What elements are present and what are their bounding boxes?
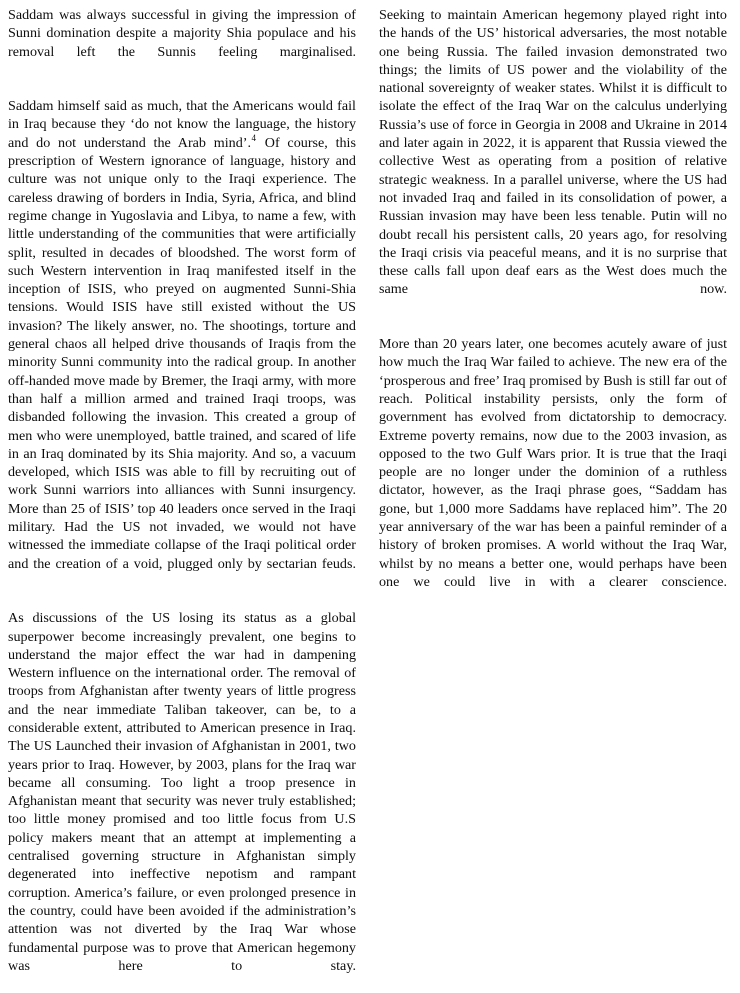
paragraph-5: More than 20 years later, one becomes acutely aware of just how much the Iraq War failed to achieve. The new era of the ‘prosperous and free’ Iraq promised by Bush is still far out of reach. Political instability persists, only the form of government has evolved from dictatorship to democracy. Extreme poverty remains, now due to the 2003 invasion, as opposed to the two Gulf Wars prior. It is true that the Iraqi people are no longer under the dominion of a ruthless dictator, however, as the Iraqi phrase goes, “Saddam has gone, but 1,000 more Saddams have replaced him”. The 20 year anniversary of the war has been a painful reminder of a history of broken promises. A world without the Iraq War, whilst by no means a better one, would perhaps have been one we could live in with a clearer conscience. bbox=[379, 336, 727, 590]
paragraph-1: Saddam was always successful in giving the impression of Sunni domination despite a majority Shia populace and his removal left the Sunnis feeling marginalised. bbox=[8, 7, 356, 60]
paragraph-3: As discussions of the US losing its status as a global superpower become increasingly prevalent, one begins to understand the major effect the war had in dampening Western influence on the international order. The removal of troops from Afghanistan after twenty years of little progress and the near immediate Taliban takeover, can be, to a considerable extent, attributed to American presence in Iraq. The US Launched their invasion of Afghanistan in 2001, two years prior to Iraq. However, by 2003, plans for the Iraq war became all consuming. Too light a troop presence in Afghanistan meant that security was never truly established; too little money promised and too little focus from U.S policy makers meant that an attempt at implementing a centralised governing structure in Afghanistan simply degenerated into ineffective nepotism and rampant corruption. America’s failure, or even prolonged presence in the country, could have been avoided if the administration’s attention was not diverted by the Iraq War whose fundamental purpose was to prove that American hegemony was here to stay. bbox=[8, 610, 356, 974]
paragraph-2-text-before-footnote: Saddam himself said as much, that the Americans would fail in Iraq because they ‘do not know the language, the history and do not understand the Arab mind’. bbox=[8, 98, 356, 151]
left-column bbox=[8, 6, 356, 993]
paragraph-2-text-after-footnote: Of course, this prescription of Western ignorance of language, history and culture was not unique only to the Iraqi experience. The careless drawing of borders in India, Syria, Africa, and blind regime change in Yugoslavia and Libya, to name a few, with little understanding of the communities that were artificially split, resulted in decades of bloodshed. The worst form of such Western intervention in Iraq manifested itself in the inception of ISIS, who preyed on augmented Sunni-Shia tensions. Would ISIS have still existed without the US invasion? The likely answer, no. The shootings, torture and general chaos all helped drive thousands of Iraqis from the minority Sunni community into the radical group. In another off-handed move made by Bremer, the Iraqi army, with more than half a million armed and trained Iraqi troops, was disbanded following the invasion. This created a group of men who were unemployed, battle trained, and scared of life in an Iraq dominated by its Shia majority. And so, a vacuum developed, which ISIS was able to fill by recruiting out of work Sunni warriors into alliances with Sunni insurgency. More than 25 of ISIS’ top 40 leaders once served in the Iraqi military. Had the US not invaded, we would not have witnessed the immediate collapse of the Iraqi political order and the creation of a void, plugged only by sectarian feuds. bbox=[8, 134, 356, 572]
paragraph-4: Seeking to maintain American hegemony played right into the hands of the US’ historical adversaries, the most notable one being Russia. The failed invasion demonstrated two things; the limits of US power and the violability of the national sovereignty of weaker states. Whilst it is difficult to isolate the effect of the Iraq War on the calculus underlying Russia’s use of force in Georgia in 2008 and Ukraine in 2014 and later again in 2022, it is apparent that Russia viewed the collective West as operating from a position of relative strategic weakness. In a parallel universe, where the US had not invaded Iraq and failed in its consolidation of power, a Russian invasion may have been less tenable. Putin will no doubt recall his persistent calls, 20 years ago, for resolving the Iraqi crisis via peaceful means, and it is no surprise that these calls fall upon deaf ears as the West does much the same now. bbox=[379, 7, 727, 298]
two-column-layout bbox=[8, 6, 732, 974]
footnote-marker: 4 bbox=[251, 133, 257, 144]
paragraph-2 bbox=[8, 97, 356, 591]
right-column bbox=[379, 6, 727, 610]
